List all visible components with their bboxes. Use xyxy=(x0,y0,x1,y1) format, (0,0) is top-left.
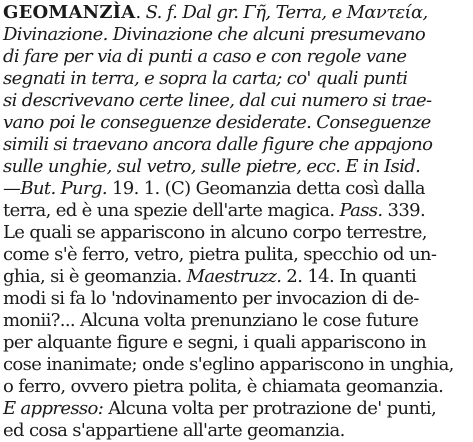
citation-line: Le quali se appariscono in alcuno corpo terrestre, xyxy=(3,222,427,243)
citation-text: Alcuna volta per protrazione de' punti, xyxy=(103,398,437,419)
citation-line xyxy=(3,266,416,288)
citation-text: 19. 1. (C) Geomanzia detta così dalla xyxy=(106,178,425,199)
etymology: Dal gr. Γῆ, Terra, e Μαντεία, xyxy=(182,2,428,23)
citation-line xyxy=(3,398,436,420)
citation-text: terra, ed è una spezie dell'arte magica. xyxy=(3,200,340,221)
citation-line: modi si fa lo 'ndovinamento per invocazion di de- xyxy=(3,288,419,309)
definition-line: segnati in terra, e sopra la carta; co' quali punti xyxy=(3,68,408,89)
definition-line: sulle unghie, sul vetro, sulle pietre, ecc. E in Isid. xyxy=(3,156,421,177)
definition-line: vano poi le conseguenze desiderate. Conseguenze xyxy=(3,112,431,133)
citation-line: o ferro, ovvero pietra polita, è chiamata geomanzia. xyxy=(3,376,444,397)
definition-line: simili si traevano ancora dalle figure che appajono xyxy=(3,134,433,155)
citation-source: Maestruzz. xyxy=(186,266,282,287)
citation-line: come s'è ferro, vetro, pietra pulita, specchio od un- xyxy=(3,244,437,265)
citation-line xyxy=(3,200,425,222)
citation-line: monii?... Alcuna volta prenunziano le cose future xyxy=(3,310,419,331)
citation-line: per alquante figure e segni, i quali appariscono in xyxy=(3,332,427,353)
grammar-label: S. f. xyxy=(145,2,178,23)
citation-line: cose inanimate; onde s'eglino appariscono in unghia, xyxy=(3,354,454,375)
citation-ref: 339. xyxy=(382,200,426,221)
citation-ref: 2. 14. In quanti xyxy=(281,266,417,287)
citation-source: E appresso: xyxy=(3,398,104,419)
definition-line: si descrivevano certe linee, dal cui numero si trae- xyxy=(3,90,432,111)
citation-line xyxy=(3,178,425,200)
citation-source: —But. Purg. xyxy=(3,178,107,199)
definition-line: Divinazione. Divinazione che alcuni presumevano xyxy=(3,24,426,45)
definition-line: di fare per via di punti a caso e con regole vane xyxy=(3,46,407,67)
entry-heading-line: GEOMANZÌA. S. f. Dal gr. Γῆ, Terra, e Μαντεία, xyxy=(3,2,428,23)
headword: GEOMANZÌA xyxy=(3,2,136,23)
citation-source: Pass. xyxy=(339,200,383,221)
citation-text: ghia, si è geomanzia. xyxy=(3,266,187,287)
citation-line: ed cosa s'appartiene all'arte geomanzia. xyxy=(3,420,345,441)
